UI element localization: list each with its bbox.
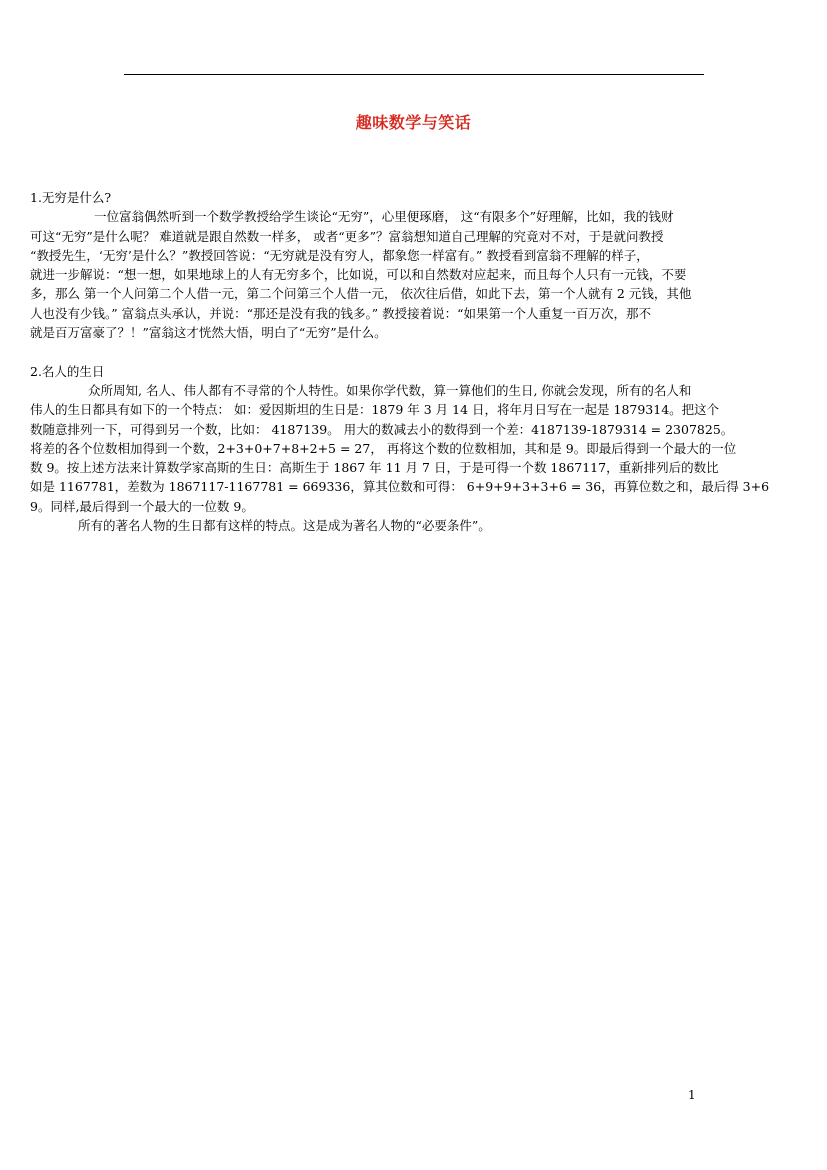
section-2-heading: 2.名人的生日: [30, 363, 105, 379]
page-number: 1: [688, 1088, 696, 1102]
section-2-paragraph-line: 如是 1167781，差数为 1867117-1167781 = 669336，算其位数和可得： 6+9+9+3+3+6 = 36，再算位数之和，最后得 3+6: [30, 479, 770, 495]
section-1-heading: 1.无穷是什么?: [30, 190, 112, 205]
header-rule: [124, 74, 704, 75]
section-2-paragraph-line: 众所周知, 名人、伟人都有不寻常的个人特性。如果你学代数，算一算他们的生日, 你就会发现，所有的名人和: [88, 382, 692, 398]
section-1-paragraph-line: 一位富翁偶然听到一个数学教授给学生谈论“无穷”，心里便琢磨， 这“有限多个”好理解，比如，我的钱财: [94, 209, 674, 225]
section-1-paragraph-line: 就是百万富豪了？！”富翁这才恍然大悟，明白了“无穷”是什么。: [30, 325, 387, 341]
section-2-closing-line: 所有的著名人物的生日都有这样的特点。这是成为著名人物的“必要条件”。: [78, 518, 491, 534]
section-1-paragraph-line: 可这“无穷”是什么呢？ 难道就是跟自然数一样多， 或者“更多”？富翁想知道自己理解的究竟对不对，于是就问教授: [30, 228, 664, 244]
section-2-paragraph-line: 9。同样,最后得到一个最大的一位数 9。: [30, 498, 254, 514]
section-2-paragraph-line: 将差的各个位数相加得到一个数，2+3+0+7+8+2+5 = 27， 再将这个数的位数相加，其和是 9。即最后得到一个最大的一位: [30, 440, 737, 456]
section-1-paragraph-line: 就进一步解说：“想一想，如果地球上的人有无穷多个，比如说，可以和自然数对应起来，而且每个人只有一元钱，不要: [30, 267, 687, 283]
document-body: [30, 188, 800, 535]
section-1-paragraph-line: 多，那么 第一个人问第二个人借一元，第二个问第三个人借一元， 依次往后借，如此下去，第一个人就有 2 元钱，其他: [30, 286, 692, 302]
section-1-paragraph-line: “教授先生，‘无穷’是什么？”教授回答说：“无穷就是没有穷人，都象您一样富有。” 教授看到富翁不理解的样子，: [30, 247, 649, 263]
section-2-paragraph-line: 数 9。按上述方法来计算数学家高斯的生日：高斯生于 1867 年 11 月 7 日，于是可得一个数 1867117，重新排列后的数比: [30, 460, 719, 476]
section-spacer: [30, 342, 800, 361]
section-2-paragraph-line: 伟人的生日都具有如下的一个特点： 如：爱因斯坦的生日是：1879 年 3 月 14 日，将年月日写在一起是 1879314。把这个: [30, 402, 720, 418]
section-1-paragraph-line: 人也没有少钱。” 富翁点头承认，并说：“那还是没有我的钱多。” 教授接着说：“如果第一个人重复一百万次，那不: [30, 305, 652, 321]
section-2-paragraph-line: 数随意排列一下，可得到另一个数，比如： 4187139。 用大的数减去小的数得到一个差：4187139-1879314 = 2307825。: [30, 421, 734, 437]
document-title: 趣味数学与笑话: [355, 113, 472, 132]
